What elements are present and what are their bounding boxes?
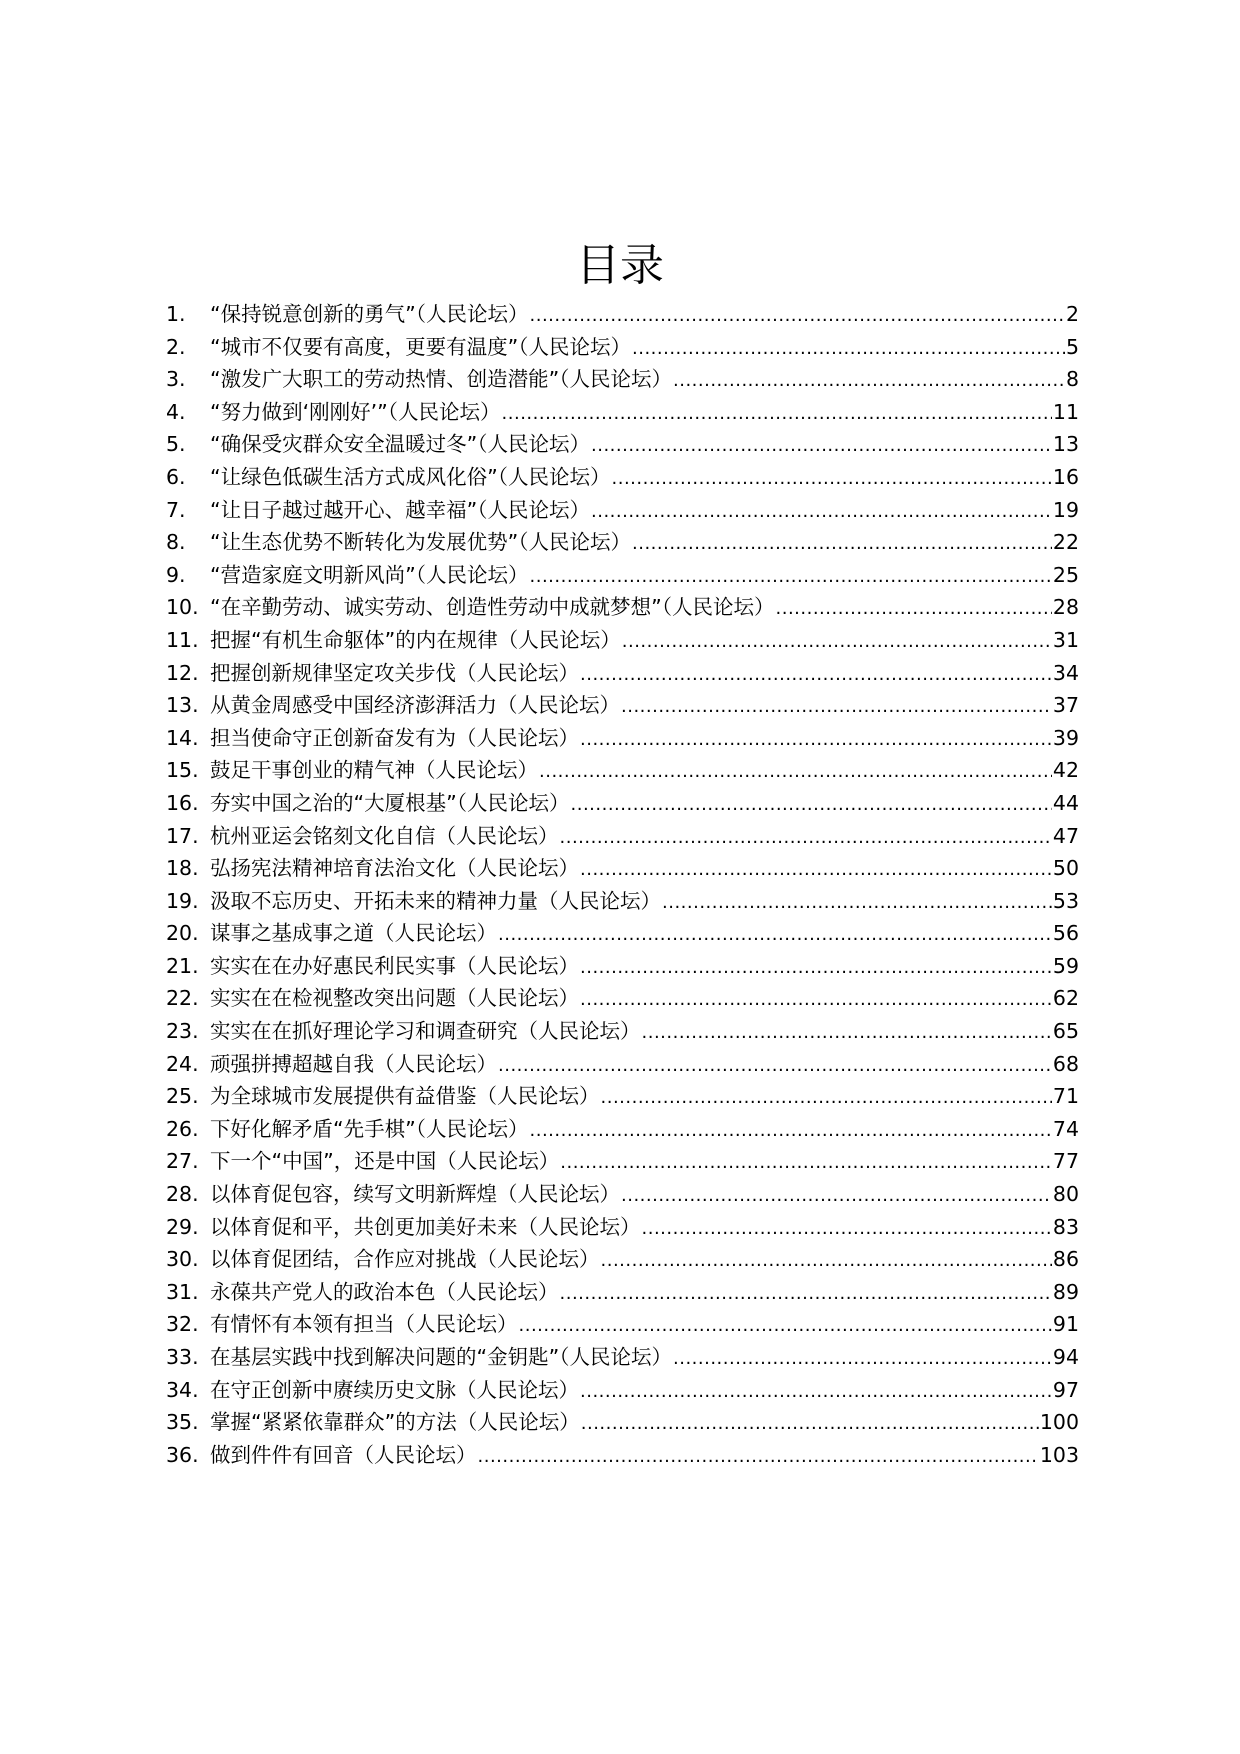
toc-entry-page-number: 71 xyxy=(1052,1084,1079,1109)
toc-entry-number: 4. xyxy=(166,399,186,424)
toc-entry-number: 31. xyxy=(166,1279,199,1304)
toc-dot-leader xyxy=(519,1310,1052,1343)
toc-entry-page-number: 83 xyxy=(1052,1214,1079,1239)
toc-entry[interactable] xyxy=(166,852,1079,885)
toc-entry-title[interactable]: 汲取不忘历史、开拓未来的精神力量（人民论坛） xyxy=(210,888,661,913)
toc-entry[interactable] xyxy=(166,1439,1079,1472)
toc-entry-number: 16. xyxy=(166,790,199,815)
toc-entry-title[interactable]: 实实在在办好惠民利民实事（人民论坛） xyxy=(210,953,579,978)
toc-entry[interactable] xyxy=(166,1308,1079,1341)
toc-entry[interactable] xyxy=(166,1145,1079,1178)
toc-dot-leader xyxy=(498,1050,1052,1083)
toc-entry[interactable] xyxy=(166,494,1079,527)
toc-entry-number: 11. xyxy=(166,627,199,652)
toc-entry-number: 34. xyxy=(166,1377,199,1402)
toc-entry[interactable] xyxy=(166,820,1079,853)
toc-entry-number: 21. xyxy=(166,953,199,978)
toc-entry-page-number: 31 xyxy=(1052,627,1079,652)
toc-entry-title[interactable]: 顽强拼搏超越自我（人民论坛） xyxy=(210,1051,497,1076)
toc-entry-page-number: 28 xyxy=(1052,595,1079,620)
toc-entry[interactable] xyxy=(166,461,1079,494)
toc-entry[interactable] xyxy=(166,428,1079,461)
toc-entry[interactable] xyxy=(166,1080,1079,1113)
toc-entry-page-number: 16 xyxy=(1052,464,1079,489)
toc-entry-page-number: 25 xyxy=(1052,562,1079,587)
toc-entry-number: 25. xyxy=(166,1084,199,1109)
toc-entry-title[interactable]: “确保受灾群众安全温暖过冬”（人民论坛） xyxy=(210,432,590,457)
toc-dot-leader xyxy=(580,952,1052,985)
toc-dot-leader xyxy=(632,528,1052,561)
toc-entry-title[interactable]: 以体育促包容，续写文明新辉煌（人民论坛） xyxy=(210,1182,620,1207)
toc-entry[interactable] xyxy=(166,1276,1079,1309)
toc-dot-leader xyxy=(591,430,1052,463)
toc-dot-leader xyxy=(642,1017,1052,1050)
toc-dot-leader xyxy=(621,691,1052,724)
toc-entry[interactable] xyxy=(166,363,1079,396)
toc-entry-title[interactable]: 谋事之基成事之道（人民论坛） xyxy=(210,921,497,946)
toc-entry-page-number: 42 xyxy=(1052,758,1079,783)
toc-entry-number: 28. xyxy=(166,1182,199,1207)
toc-dot-leader xyxy=(580,854,1052,887)
toc-entry[interactable] xyxy=(166,1341,1079,1374)
toc-entry-number: 14. xyxy=(166,725,199,750)
toc-entry[interactable] xyxy=(166,917,1079,950)
toc-entry-number: 29. xyxy=(166,1214,199,1239)
toc-entry[interactable] xyxy=(166,950,1079,983)
toc-entry-title[interactable]: 在基层实践中找到解决问题的“金钥匙”（人民论坛） xyxy=(210,1345,672,1369)
toc-dot-leader xyxy=(591,496,1052,529)
toc-entry[interactable] xyxy=(166,624,1079,657)
toc-dot-leader xyxy=(580,984,1052,1017)
toc-entry-title[interactable]: “保持锐意创新的勇气”（人民论坛） xyxy=(210,302,529,326)
toc-entry-number: 12. xyxy=(166,660,199,685)
toc-entry-number: 3. xyxy=(166,367,186,392)
toc-dot-leader xyxy=(530,1115,1052,1148)
toc-entry-title[interactable]: 从黄金周感受中国经济澎湃活力（人民论坛） xyxy=(210,693,620,718)
toc-entry-page-number: 68 xyxy=(1052,1051,1079,1076)
toc-entry-number: 2. xyxy=(166,334,186,359)
toc-dot-leader xyxy=(530,300,1065,333)
toc-entry-number: 5. xyxy=(166,432,186,457)
toc-entry[interactable] xyxy=(166,298,1079,331)
toc-dot-leader xyxy=(502,398,1052,431)
toc-dot-leader xyxy=(673,365,1065,398)
toc-entry-number: 8. xyxy=(166,530,186,555)
toc-entry-page-number: 80 xyxy=(1052,1182,1079,1207)
toc-entry-page-number: 53 xyxy=(1052,888,1079,913)
toc-entry-number: 26. xyxy=(166,1116,199,1141)
toc-entry[interactable] xyxy=(166,559,1079,592)
toc-dot-leader xyxy=(530,561,1052,594)
toc-entry[interactable] xyxy=(166,722,1079,755)
toc-dot-leader xyxy=(571,789,1052,822)
toc-dot-leader xyxy=(601,1245,1052,1278)
toc-entry[interactable] xyxy=(166,526,1079,559)
toc-entry-page-number: 39 xyxy=(1052,725,1079,750)
toc-entry-page-number: 65 xyxy=(1052,1019,1079,1044)
toc-entry-title[interactable]: “激发广大职工的劳动热情、创造潜能”（人民论坛） xyxy=(210,367,672,392)
toc-entry-title[interactable]: 永葆共产党人的政治本色（人民论坛） xyxy=(210,1279,559,1304)
toc-dot-leader xyxy=(580,724,1052,757)
toc-entry[interactable] xyxy=(166,1113,1079,1146)
toc-entry[interactable] xyxy=(166,787,1079,820)
toc-entry-number: 10. xyxy=(166,595,199,620)
toc-dot-leader xyxy=(560,1278,1052,1311)
toc-entry-page-number: 11 xyxy=(1052,399,1079,424)
toc-entry-page-number: 56 xyxy=(1052,921,1079,946)
toc-entry-title[interactable]: 夯实中国之治的“大厦根基”（人民论坛） xyxy=(210,790,570,815)
toc-dot-leader xyxy=(776,593,1052,626)
toc-entry[interactable] xyxy=(166,689,1079,722)
toc-entry-page-number: 34 xyxy=(1052,660,1079,685)
toc-entry[interactable] xyxy=(166,754,1079,787)
table-of-contents xyxy=(166,298,1079,1471)
toc-entry-page-number: 94 xyxy=(1052,1345,1079,1369)
toc-entry-page-number: 62 xyxy=(1052,986,1079,1011)
toc-entry-number: 32. xyxy=(166,1312,199,1337)
toc-entry-number: 18. xyxy=(166,856,199,881)
toc-entry-title[interactable]: 以体育促团结，合作应对挑战（人民论坛） xyxy=(210,1247,600,1272)
toc-entry-number: 27. xyxy=(166,1149,199,1174)
toc-entry-page-number: 74 xyxy=(1052,1116,1079,1141)
toc-entry-title[interactable]: 实实在在抓好理论学习和调查研究（人民论坛） xyxy=(210,1019,641,1044)
toc-entry-number: 22. xyxy=(166,986,199,1011)
toc-entry-page-number: 13 xyxy=(1052,432,1079,457)
toc-dot-leader xyxy=(632,333,1065,366)
toc-entry-number: 13. xyxy=(166,693,199,718)
toc-entry-number: 17. xyxy=(166,823,199,848)
toc-entry-page-number: 100 xyxy=(1039,1410,1079,1435)
toc-entry-number: 6. xyxy=(166,464,186,489)
toc-entry[interactable] xyxy=(166,1048,1079,1081)
toc-entry-title[interactable]: 在守正创新中赓续历史文脉（人民论坛） xyxy=(210,1377,579,1402)
toc-dot-leader xyxy=(580,1376,1052,1409)
toc-entry-title[interactable]: 杭州亚运会铭刻文化自信（人民论坛） xyxy=(210,823,559,848)
toc-entry-number: 19. xyxy=(166,888,199,913)
toc-entry-number: 33. xyxy=(166,1345,199,1369)
toc-entry-number: 24. xyxy=(166,1051,199,1076)
toc-entry-title[interactable]: “让绿色低碳生活方式成风化俗”（人民论坛） xyxy=(210,464,611,489)
toc-entry-title[interactable]: “城市不仅要有高度，更要有温度”（人民论坛） xyxy=(210,334,631,359)
toc-dot-leader xyxy=(621,1180,1052,1213)
toc-dot-leader xyxy=(560,1147,1052,1180)
toc-entry-title[interactable]: 有情怀有本领有担当（人民论坛） xyxy=(210,1312,518,1337)
toc-dot-leader xyxy=(478,1441,1039,1474)
page-title: 目录 xyxy=(576,240,664,291)
toc-entry-page-number: 50 xyxy=(1052,856,1079,881)
toc-entry-page-number: 91 xyxy=(1052,1312,1079,1337)
toc-entry-title[interactable]: 把握创新规律坚定攻关步伐（人民论坛） xyxy=(210,660,579,685)
toc-entry[interactable] xyxy=(166,1243,1079,1276)
toc-entry-title[interactable]: 做到件件有回音（人民论坛） xyxy=(210,1442,477,1467)
toc-entry[interactable] xyxy=(166,331,1079,364)
toc-entry-number: 9. xyxy=(166,562,186,587)
toc-entry-page-number: 5 xyxy=(1065,334,1079,359)
toc-entry-number: 36. xyxy=(166,1442,199,1467)
toc-entry-page-number: 44 xyxy=(1052,790,1079,815)
toc-entry-title[interactable]: 弘扬宪法精神培育法治文化（人民论坛） xyxy=(210,856,579,881)
toc-entry-title[interactable]: 下好化解矛盾“先手棋”（人民论坛） xyxy=(210,1116,529,1141)
toc-entry-page-number: 97 xyxy=(1052,1377,1079,1402)
toc-entry[interactable] xyxy=(166,1406,1079,1439)
toc-entry-title[interactable]: “在辛勤劳动、诚实劳动、创造性劳动中成就梦想”（人民论坛） xyxy=(210,595,775,620)
toc-dot-leader xyxy=(539,756,1052,789)
toc-entry-title[interactable]: “营造家庭文明新风尚”（人民论坛） xyxy=(210,562,529,587)
toc-entry[interactable] xyxy=(166,982,1079,1015)
toc-entry[interactable] xyxy=(166,1015,1079,1048)
toc-entry-title[interactable]: 下一个“中国”，还是中国（人民论坛） xyxy=(210,1149,560,1174)
toc-entry[interactable] xyxy=(166,885,1079,918)
toc-entry-page-number: 89 xyxy=(1052,1279,1079,1304)
toc-entry-page-number: 37 xyxy=(1052,693,1079,718)
toc-entry[interactable] xyxy=(166,1211,1079,1244)
toc-entry-page-number: 77 xyxy=(1052,1149,1079,1174)
toc-entry[interactable] xyxy=(166,396,1079,429)
toc-dot-leader xyxy=(673,1343,1052,1376)
toc-entry-page-number: 22 xyxy=(1052,530,1079,555)
toc-entry-page-number: 47 xyxy=(1052,823,1079,848)
toc-entry-title[interactable]: “让日子越过越开心、越幸福”（人民论坛） xyxy=(210,497,590,522)
toc-entry-page-number: 103 xyxy=(1039,1442,1079,1467)
toc-dot-leader xyxy=(580,659,1052,692)
toc-entry-title[interactable]: 为全球城市发展提供有益借鉴（人民论坛） xyxy=(210,1084,600,1109)
toc-entry-number: 15. xyxy=(166,758,199,783)
toc-entry[interactable] xyxy=(166,591,1079,624)
toc-entry-number: 1. xyxy=(166,302,186,326)
toc-dot-leader xyxy=(612,463,1052,496)
toc-entry-page-number: 59 xyxy=(1052,953,1079,978)
toc-entry[interactable] xyxy=(166,1178,1079,1211)
toc-dot-leader xyxy=(662,887,1052,920)
toc-entry[interactable] xyxy=(166,1374,1079,1407)
toc-entry-number: 20. xyxy=(166,921,199,946)
toc-dot-leader xyxy=(581,1408,1039,1441)
toc-dot-leader xyxy=(642,1213,1052,1246)
toc-entry-title[interactable]: 担当使命守正创新奋发有为（人民论坛） xyxy=(210,725,579,750)
toc-entry-title[interactable]: 鼓足干事创业的精气神（人民论坛） xyxy=(210,758,538,783)
toc-entry[interactable] xyxy=(166,657,1079,690)
toc-entry-number: 23. xyxy=(166,1019,199,1044)
toc-dot-leader xyxy=(601,1082,1052,1115)
toc-entry-title[interactable]: 把握“有机生命躯体”的内在规律（人民论坛） xyxy=(210,627,621,652)
toc-dot-leader xyxy=(498,919,1052,952)
toc-entry-number: 30. xyxy=(166,1247,199,1272)
toc-entry-title[interactable]: “让生态优势不断转化为发展优势”（人民论坛） xyxy=(210,530,631,555)
toc-entry-title[interactable]: 以体育促和平，共创更加美好未来（人民论坛） xyxy=(210,1214,641,1239)
toc-entry-page-number: 19 xyxy=(1052,497,1079,522)
toc-entry-page-number: 8 xyxy=(1065,367,1079,392)
toc-entry-title[interactable]: “努力做到‘刚刚好’”（人民论坛） xyxy=(210,399,501,424)
toc-entry-page-number: 86 xyxy=(1052,1247,1079,1272)
toc-entry-number: 7. xyxy=(166,497,186,522)
toc-dot-leader xyxy=(622,626,1052,659)
toc-dot-leader xyxy=(560,822,1052,855)
toc-entry-number: 35. xyxy=(166,1410,199,1435)
toc-entry-title[interactable]: 实实在在检视整改突出问题（人民论坛） xyxy=(210,986,579,1011)
toc-entry-title[interactable]: 掌握“紧紧依靠群众”的方法（人民论坛） xyxy=(210,1410,580,1435)
toc-entry-page-number: 2 xyxy=(1065,302,1079,326)
